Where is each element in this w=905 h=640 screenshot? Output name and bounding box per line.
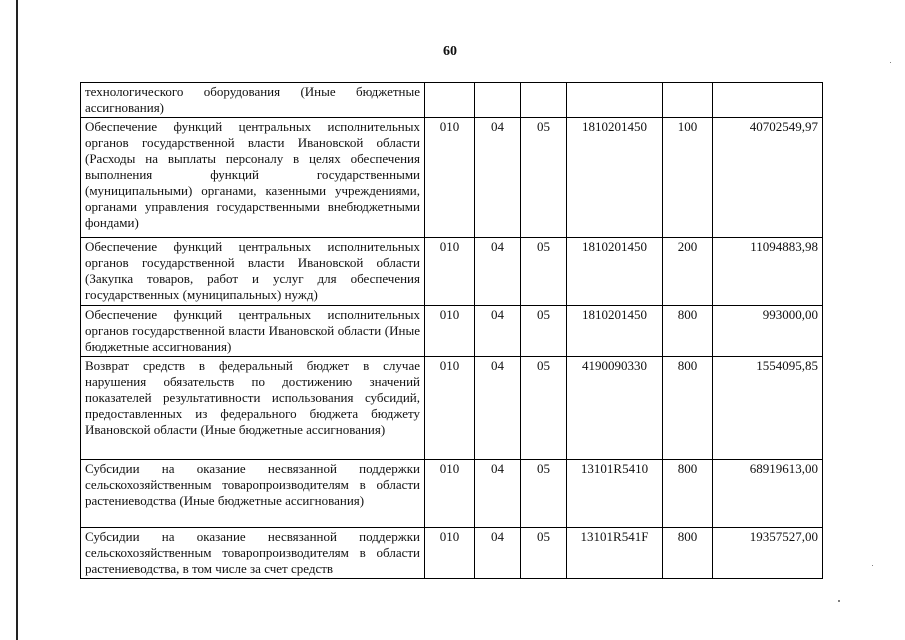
- subsection-code: 05: [521, 118, 567, 238]
- table-row: [81, 118, 823, 238]
- target-article-code: 13101R5410: [567, 460, 663, 528]
- subsection-code: 05: [521, 238, 567, 306]
- target-article-code: 13101R541F: [567, 528, 663, 579]
- row-description: Субсидии на оказание несвязанной поддержки сельскохозяйственным товаропроизводителям в области растениеводства (Иные бюджетные ассигнования): [81, 460, 425, 528]
- section-code: 04: [475, 460, 521, 528]
- section-code: 04: [475, 306, 521, 357]
- ministry-code: 010: [425, 460, 475, 528]
- target-article-code: 1810201450: [567, 306, 663, 357]
- ministry-code: [425, 83, 475, 118]
- target-article-code: 4190090330: [567, 357, 663, 460]
- expense-type-code: 800: [663, 460, 713, 528]
- scan-speck: [890, 62, 891, 63]
- target-article-code: 1810201450: [567, 238, 663, 306]
- expense-type-code: [663, 83, 713, 118]
- table-row: [81, 306, 823, 357]
- expense-type-code: 800: [663, 357, 713, 460]
- ministry-code: 010: [425, 118, 475, 238]
- ministry-code: 010: [425, 306, 475, 357]
- section-code: [475, 83, 521, 118]
- row-description: Субсидии на оказание несвязанной поддержки сельскохозяйственным товаропроизводителям в области растениеводства, в том числе за счет средств: [81, 528, 425, 579]
- expense-type-code: 800: [663, 306, 713, 357]
- row-description: технологического оборудования (Иные бюджетные ассигнования): [81, 83, 425, 118]
- scan-speck: [838, 600, 840, 602]
- amount-value: 19357527,00: [713, 528, 823, 579]
- table-row: [81, 460, 823, 528]
- target-article-code: 1810201450: [567, 118, 663, 238]
- amount-value: 11094883,98: [713, 238, 823, 306]
- amount-value: 1554095,85: [713, 357, 823, 460]
- amount-value: 993000,00: [713, 306, 823, 357]
- expense-type-code: 100: [663, 118, 713, 238]
- subsection-code: [521, 83, 567, 118]
- section-code: 04: [475, 118, 521, 238]
- scan-speck: [872, 565, 873, 566]
- subsection-code: 05: [521, 357, 567, 460]
- subsection-code: 05: [521, 460, 567, 528]
- row-description: Возврат средств в федеральный бюджет в случае нарушения обязательств по достижению значений показателей результативности использования субсидий, предоставленных из федерального бюджета бюджету Ивановской области (Иные бюджетные ассигнования): [81, 357, 425, 460]
- expense-type-code: 200: [663, 238, 713, 306]
- page-number: 60: [443, 44, 457, 59]
- table-row: [81, 83, 823, 118]
- amount-value: [713, 83, 823, 118]
- subsection-code: 05: [521, 528, 567, 579]
- subsection-code: 05: [521, 306, 567, 357]
- budget-table: [80, 82, 823, 579]
- ministry-code: 010: [425, 528, 475, 579]
- ministry-code: 010: [425, 238, 475, 306]
- table-row: [81, 357, 823, 460]
- expense-type-code: 800: [663, 528, 713, 579]
- section-code: 04: [475, 528, 521, 579]
- table-row: [81, 238, 823, 306]
- table-row: [81, 528, 823, 579]
- row-description: Обеспечение функций центральных исполнительных органов государственной власти Ивановской области (Закупка товаров, работ и услуг для обеспечения государственных (муниципальных) нужд): [81, 238, 425, 306]
- row-description: Обеспечение функций центральных исполнительных органов государственной власти Ивановской области (Расходы на выплаты персоналу в целях обеспечения выполнения функций государственными (муниципальными) органами, казенными учреждениями, органами управления государственными внебюджетными фондами): [81, 118, 425, 238]
- row-description: Обеспечение функций центральных исполнительных органов государственной власти Ивановской области (Иные бюджетные ассигнования): [81, 306, 425, 357]
- section-code: 04: [475, 238, 521, 306]
- amount-value: 68919613,00: [713, 460, 823, 528]
- section-code: 04: [475, 357, 521, 460]
- ministry-code: 010: [425, 357, 475, 460]
- target-article-code: [567, 83, 663, 118]
- amount-value: 40702549,97: [713, 118, 823, 238]
- page-edge-line: [16, 0, 18, 640]
